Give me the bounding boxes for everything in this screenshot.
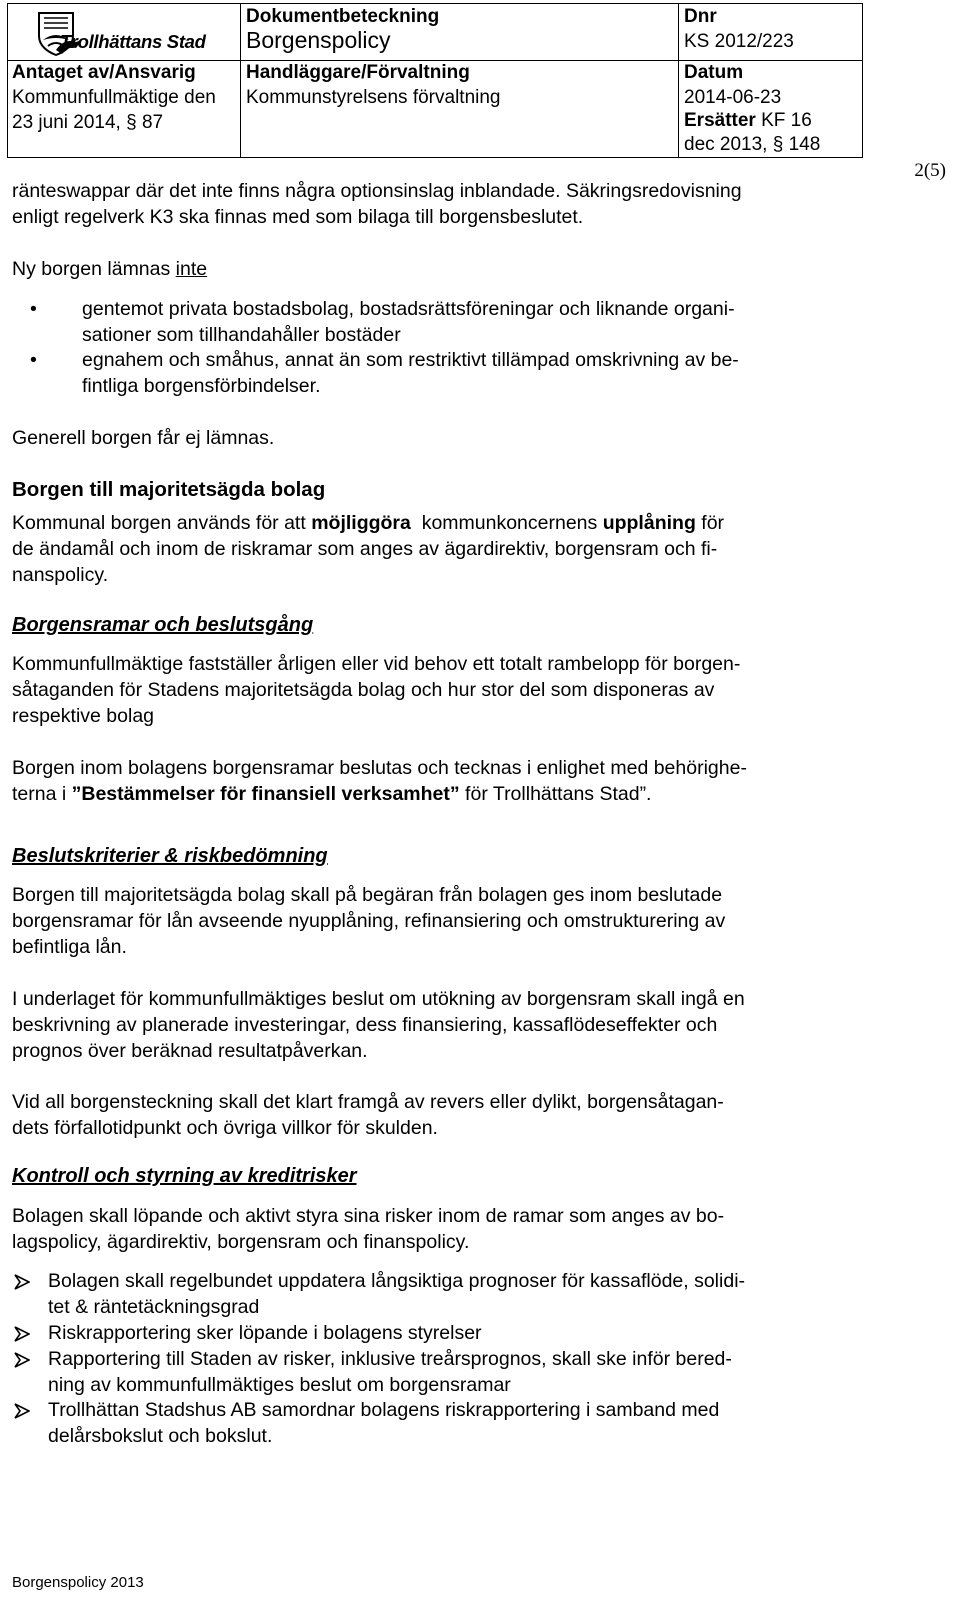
arrow-line: delårsbokslut och bokslut. (48, 1425, 273, 1447)
section-heading-frames (12, 614, 313, 637)
bullet-line: fintliga borgensförbindelser. (82, 375, 321, 397)
frames-line: respektive bolag (12, 705, 155, 727)
replaces-value2: dec 2013, § 148 (684, 134, 821, 155)
document-header (7, 3, 863, 158)
arrow-bullet-icon (14, 1274, 30, 1290)
date-label: Datum (684, 62, 744, 83)
bullet-line: sationer som tillhandahåller bostäder (82, 324, 401, 346)
section-heading-control (12, 1165, 357, 1188)
doc-value: Borgenspolicy (246, 27, 391, 53)
arrow-bullet-icon (14, 1352, 30, 1368)
handler-label: Handläggare/Förvaltning (246, 62, 470, 83)
text-run: för (695, 512, 725, 534)
criteria-line: Borgen till majoritetsägda bolag skall på begäran från bolagen ges inom beslutade (12, 884, 723, 906)
replaces-value1: KF 16 (761, 110, 812, 131)
no-guarantee-prefix: Ny borgen lämnas (12, 258, 176, 280)
org-name: Trollhättans Stad (60, 31, 206, 52)
list-item (14, 1268, 854, 1320)
arrow-line: Riskrapportering sker löpande i bolagens styrelser (48, 1322, 482, 1344)
date-value: 2014-06-23 (684, 87, 782, 108)
arrow-line: Rapportering till Staden av risker, inklusive treårsprognos, skall ske inför bered- (48, 1348, 732, 1370)
page-footer: Borgenspolicy 2013 (12, 1574, 144, 1591)
intro-line1: ränteswappar där det inte finns några optionsinslag inblandade. Säkringsredovisning (12, 180, 742, 202)
page-number: 2(5) (914, 160, 946, 181)
control-line: Bolagen skall löpande och aktivt styra sina risker inom de ramar som anges av bo- (12, 1205, 725, 1227)
heading-text: Borgensramar och beslutsgång (12, 614, 314, 636)
criteria-line: prognos över beräknad resultatpåverkan. (12, 1040, 368, 1062)
arrow-line: ning av kommunfullmäktiges beslut om borgensramar (48, 1374, 511, 1396)
no-guarantee-underlined: inte (175, 258, 208, 280)
general-text: Generell borgen får ej lämnas. (12, 427, 275, 449)
frames-line: Kommunfullmäktige fastställer årligen eller vid behov ett totalt rambelopp för borgen- (12, 653, 741, 675)
bullet-line: gentemot privata bostadsbolag, bostadsrättsföreningar och liknande organi- (82, 298, 735, 320)
heading-text: Kontroll och styrning av kreditrisker (12, 1165, 357, 1187)
no-guarantee-heading (12, 256, 852, 282)
majority-line1 (12, 510, 852, 536)
bullet-icon: • (30, 298, 37, 320)
list-item (30, 296, 850, 348)
list-item (14, 1320, 854, 1346)
bullet-icon: • (30, 349, 37, 371)
text-run: för Trollhättans Stad”. (459, 783, 652, 805)
arrow-bullet-icon (14, 1326, 30, 1342)
text-run: kommunkoncernens (410, 512, 603, 534)
adopted-label: Antaget av/Ansvarig (12, 62, 196, 83)
adopted-line2: 23 juni 2014, § 87 (12, 112, 164, 133)
criteria-line: dets förfallotidpunkt och övriga villkor för skulden. (12, 1117, 438, 1139)
heading-text: Beslutskriterier & riskbedömning (12, 845, 328, 867)
list-item (14, 1346, 854, 1398)
majority-line2: de ändamål och inom de riskramar som anges av ägardirektiv, borgensram och fi- (12, 538, 718, 560)
bold-run: ”Bestämmelser för finansiell verksamhet” (71, 783, 460, 805)
arrow-bullet-icon (14, 1403, 30, 1419)
majority-line3: nanspolicy. (12, 564, 109, 586)
criteria-line: borgensramar för lån avseende nyupplåning, refinansiering och omstrukturering av (12, 910, 726, 932)
section-heading-criteria (12, 845, 328, 868)
bold-run: upplåning (602, 512, 696, 534)
frames-line (12, 781, 852, 807)
control-line: lagspolicy, ägardirektiv, borgensram och finanspolicy. (12, 1231, 470, 1253)
criteria-line: Vid all borgensteckning skall det klart framgå av revers eller dylikt, borgensåtagan- (12, 1091, 724, 1113)
list-item (14, 1397, 854, 1449)
frames-line: såtaganden för Stadens majoritetsägda bolag och hur stor del som disponeras av (12, 679, 715, 701)
arrow-line: Trollhättan Stadshus AB samordnar bolagens riskrapportering i samband med (48, 1399, 720, 1421)
doc-label: Dokumentbeteckning (246, 6, 440, 27)
dnr-value: KS 2012/223 (684, 31, 794, 52)
intro-line2: enligt regelverk K3 ska finnas med som bilaga till borgensbeslutet. (12, 206, 584, 228)
criteria-line: beskrivning av planerade investeringar, dess finansiering, kassaflödeseffekter och (12, 1014, 718, 1036)
list-item (30, 347, 850, 399)
arrow-line: Bolagen skall regelbundet uppdatera långsiktiga prognoser för kassaflöde, solidi- (48, 1270, 746, 1292)
arrow-line: tet & räntetäckningsgrad (48, 1296, 260, 1318)
bullet-line: egnahem och småhus, annat än som restriktivt tillämpad omskrivning av be- (82, 349, 739, 371)
bold-run: möjliggöra (311, 512, 411, 534)
frames-line: Borgen inom bolagens borgensramar beslutas och tecknas i enlighet med behörighe- (12, 757, 747, 779)
replaces-line1 (684, 108, 812, 133)
adopted-line1: Kommunfullmäktige den (12, 87, 216, 108)
criteria-line: I underlaget för kommunfullmäktiges beslut om utökning av borgensram skall ingå en (12, 988, 745, 1010)
section-heading-majority: Borgen till majoritetsägda bolag (12, 478, 326, 501)
text-run: terna i (12, 783, 72, 805)
handler-value: Kommunstyrelsens förvaltning (246, 87, 501, 108)
criteria-line: befintliga lån. (12, 936, 127, 958)
text-run: Kommunal borgen används för att (12, 512, 312, 534)
dnr-label: Dnr (684, 6, 717, 27)
replaces-label: Ersätter (684, 110, 756, 131)
